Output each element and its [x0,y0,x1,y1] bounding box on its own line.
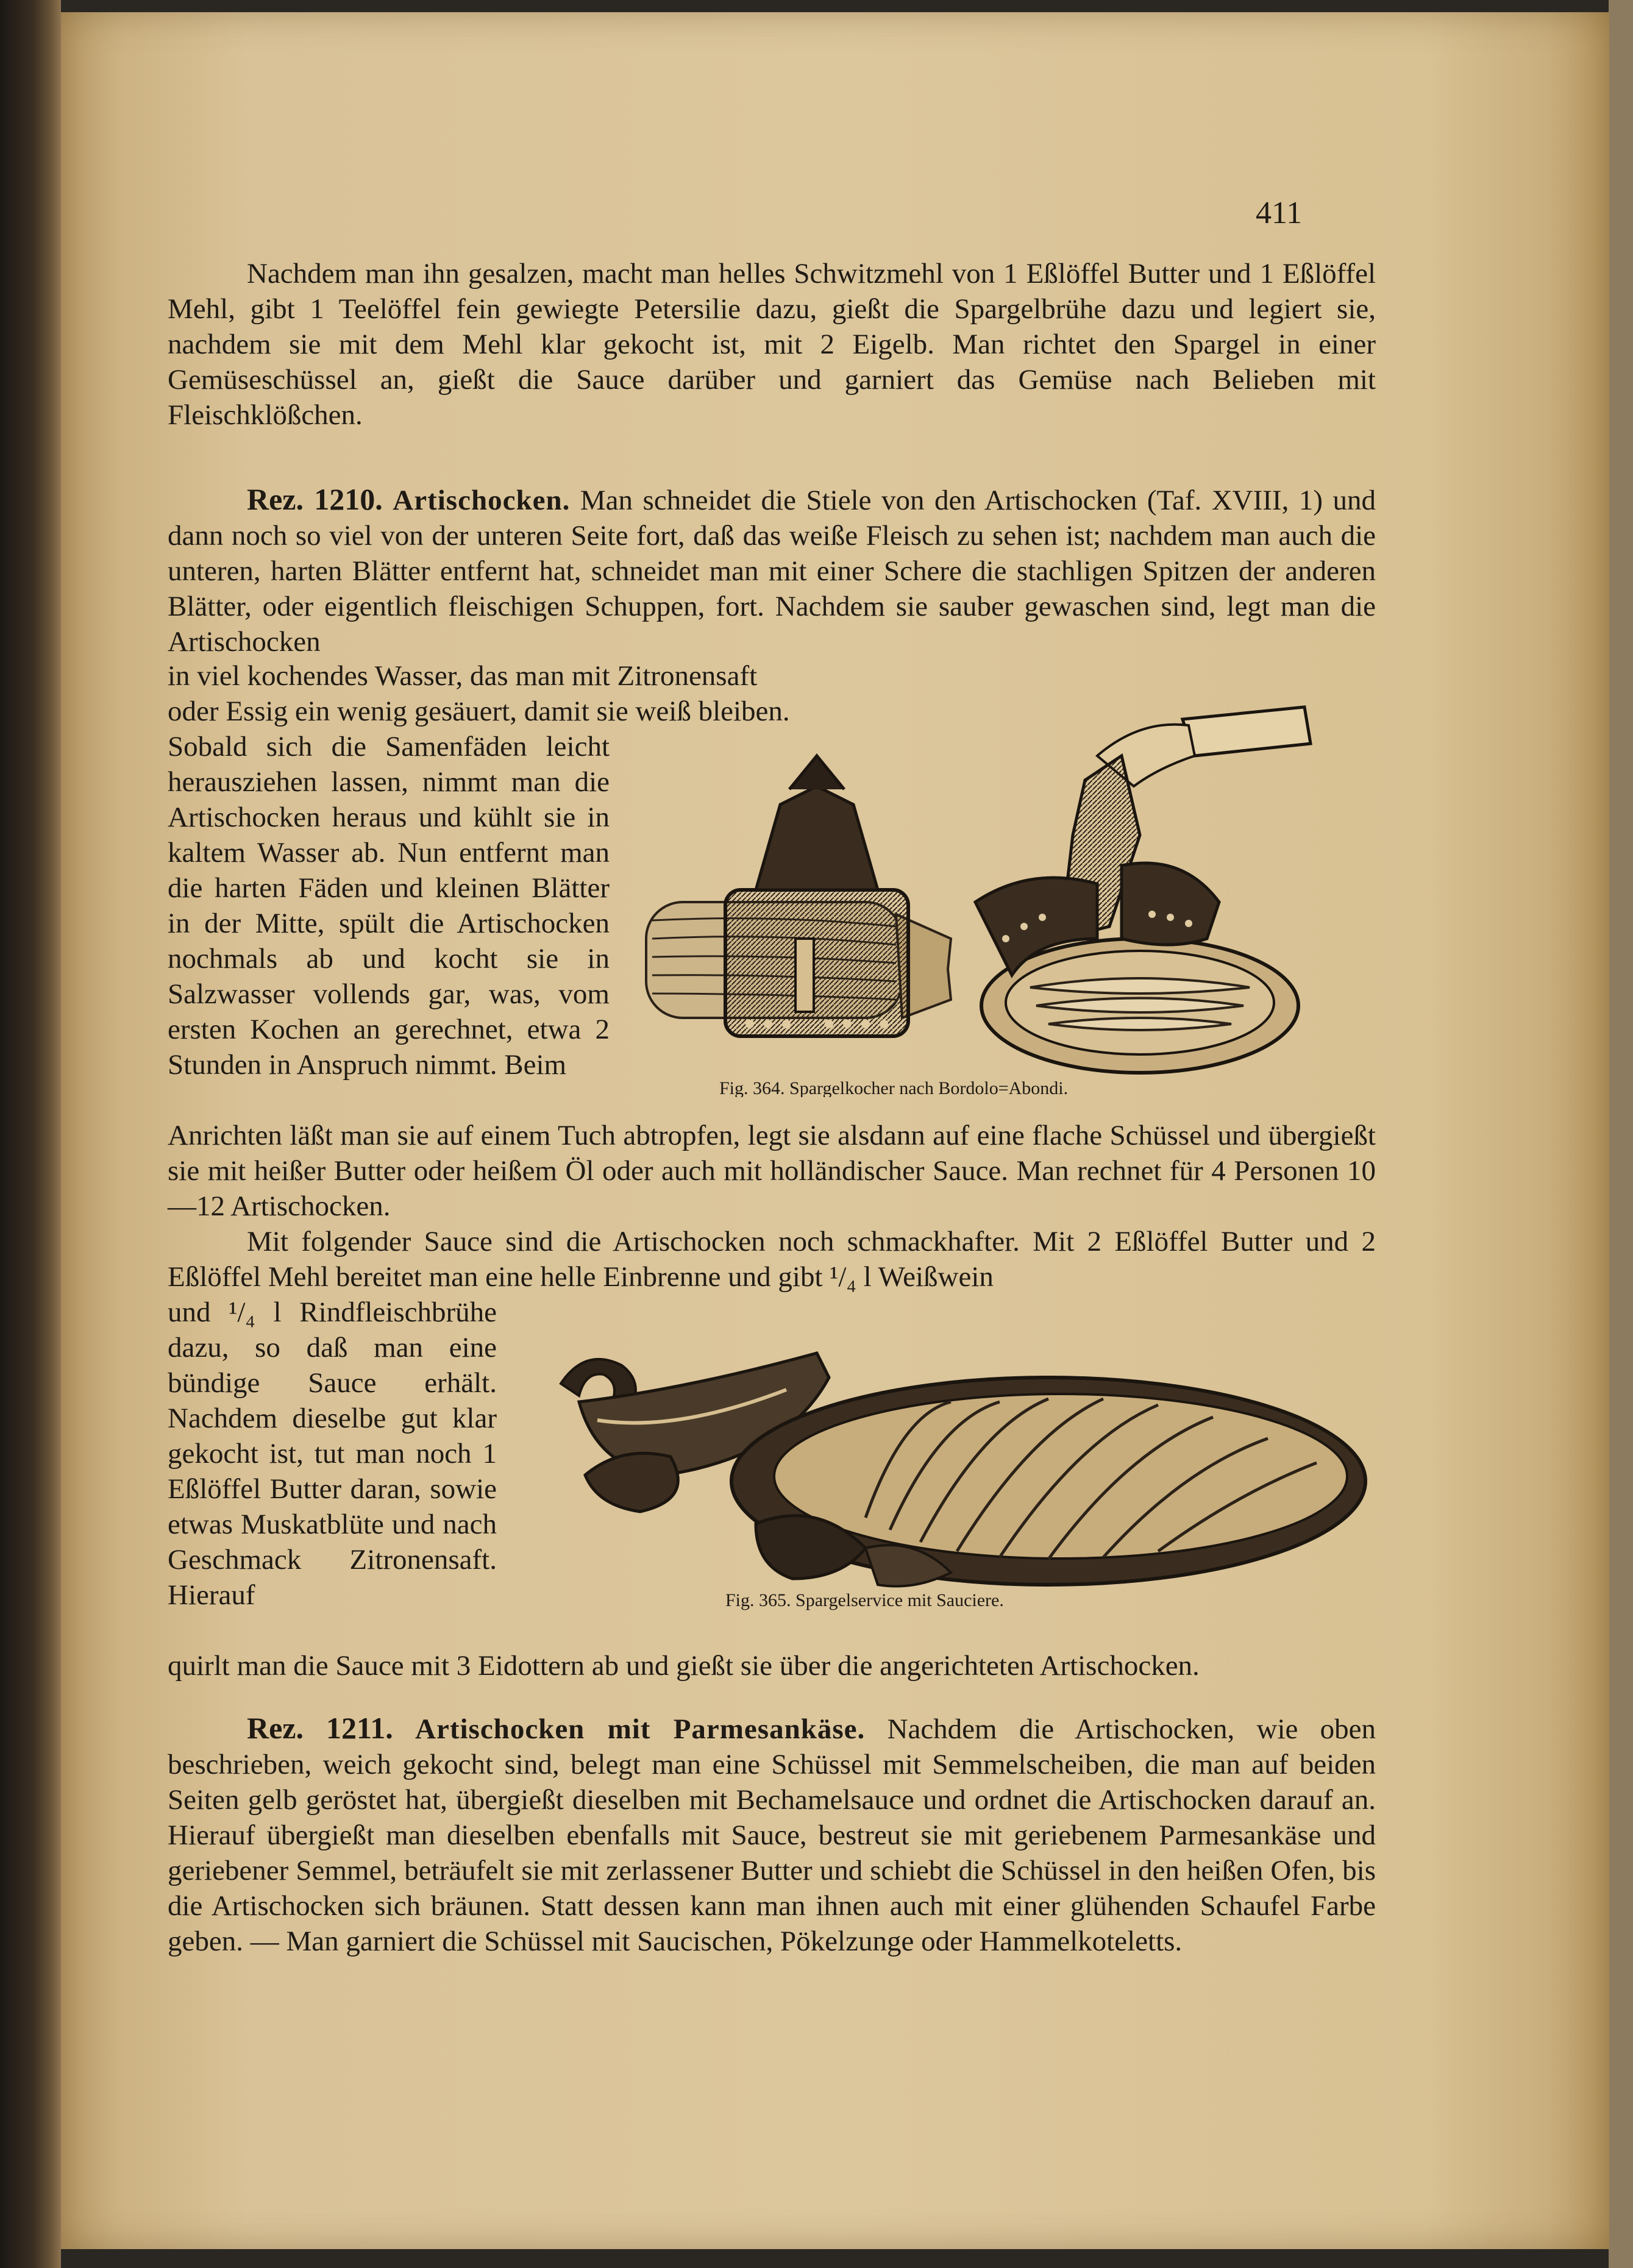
recipe-1210-last-line: quirlt man die Sauce mit 3 Eidottern ab und gießt sie über die angerichteten Artischocken. [168,1650,1200,1682]
figure-365-asparagus-service [524,1317,1378,1615]
paragraph-spargel-sauce: Nachdem man ihn gesalzen, macht man helles Schwitzmehl von 1 Eßlöffel Butter und 1 Eßlöffel Mehl, gibt 1 Teelöffel fein gewiegte Petersilie dazu, gießt die Spargelbrühe dazu und legiert sie, nachdem sie mit dem Mehl klar gekocht ist, mit 2 Eigelb. Man richtet den Spargel in einer Gemüseschüssel an, gießt die Sauce darüber und garniert das Gemüse nach Belieben mit Fleischklößchen. [168,258,1376,431]
recipe-1210-intro-text: Man schneidet die Stiele von den Artischocken (Taf. XVIII, 1) und dann noch so viel von der unteren Seite fort, daß das weiße Fleisch zu sehen ist; nachdem man auch die unteren, harten Blätter entfernt hat, schneidet man mit einer Schere die stachligen Spitzen der anderen Blätter, oder eigentlich fleischigen Schuppen, fort. Nachdem sie sauber gewaschen sind, legt man die Artischocken [168,485,1376,658]
shell-platter-icon [731,1378,1365,1587]
recipe-1211-text: Nachdem die Artischocken, wie oben beschrieben, weich gekocht sind, belegt man eine Schüssel mit Semmelscheiben, die man auf beiden Seiten gelb geröstet hat, übergießt dieselben mit Bechamelsauce und ordnet die Artischocken darauf an. Hierauf übergießt man dieselben ebenfalls mit Sauce, bestreut sie mit geriebenem Parmesankäse und geriebener Semmel, beträufelt sie mit zerlassener Butter und schiebt die Schüssel in den heißen Ofen, bis die Artischocken sich bräunen. Statt dessen kann man ihnen auch mit einer glühenden Schaufel Farbe geben. — Man garniert die Schüssel mit Saucischen, Pökelzunge oder Hammelkoteletts. [168,1713,1376,1957]
recipe-1210-line-b: oder Essig ein wenig gesäuert, damit sie weiß bleiben. [168,695,790,727]
hand-with-tongs-icon [975,707,1311,975]
recipe-number-1211: Rez. 1211. [247,1711,393,1745]
recipe-title-1211: Artischocken mit Parmesankäse. [415,1713,866,1745]
page-number: 411 [1256,196,1303,230]
page-background-right [1609,0,1633,2268]
recipe-1210-line-a: in viel kochendes Wasser, das man mit Zitronensaft [168,660,758,692]
recipe-1210-intro [168,482,1376,659]
recipe-1210-sauce-para: Mit folgender Sauce sind die Artischocken noch schmackhafter. Mit 2 Eßlöffel Butter und 2 Eßlöffel Mehl bereitet man eine helle Einbrenne und gibt ¹/₄ l Weißwein [168,1226,1376,1293]
asparagus-clamp-icon [725,756,908,1036]
figure-364-asparagus-cooker [634,683,1317,1097]
figure-365-caption: Fig. 365. Spargelservice mit Sauciere. [725,1590,1004,1610]
recipe-1210-after-text: Anrichten läßt man sie auf einem Tuch abtropfen, legt sie alsdann auf eine flache Schüssel und übergießt sie mit heißer Butter oder heißem Öl oder auch mit holländischer Sauce. Man rechnet für 4 Personen 10—12 Artischocken. [168,1120,1376,1222]
book-binding-edge [0,0,61,2268]
recipe-1210-left-column-2: und ¹/₄ l Rindfleischbrühe dazu, so daß man eine bündige Sauce erhält. Nachdem dieselbe gut klar gekocht ist, tut man noch 1 Eßlöffel Butter daran, sowie etwas Muskatblüte und nach Geschmack Zitronensaft. Hierauf [168,1296,497,1611]
recipe-number-1210: Rez. 1210. [247,482,383,516]
recipe-1211 [168,1710,1376,1959]
recipe-title-1210: Artischocken. [393,485,571,516]
recipe-1210-left-column: Sobald sich die Samenfäden leicht herausziehen lassen, nimmt man die Artischocken heraus und kühlt sie in kaltem Wasser ab. Nun entfernt man die harten Fäden und kleinen Blätter in der Mitte, spült die Artischocken nochmals ab und kocht sie in Salzwasser vollends gar, was, vom ersten Kochen an gerechnet, etwa 2 Stunden in Anspruch nimmt. Beim [168,731,610,1081]
figure-364-caption: Fig. 364. Spargelkocher nach Bordolo=Abondi. [719,1078,1069,1097]
